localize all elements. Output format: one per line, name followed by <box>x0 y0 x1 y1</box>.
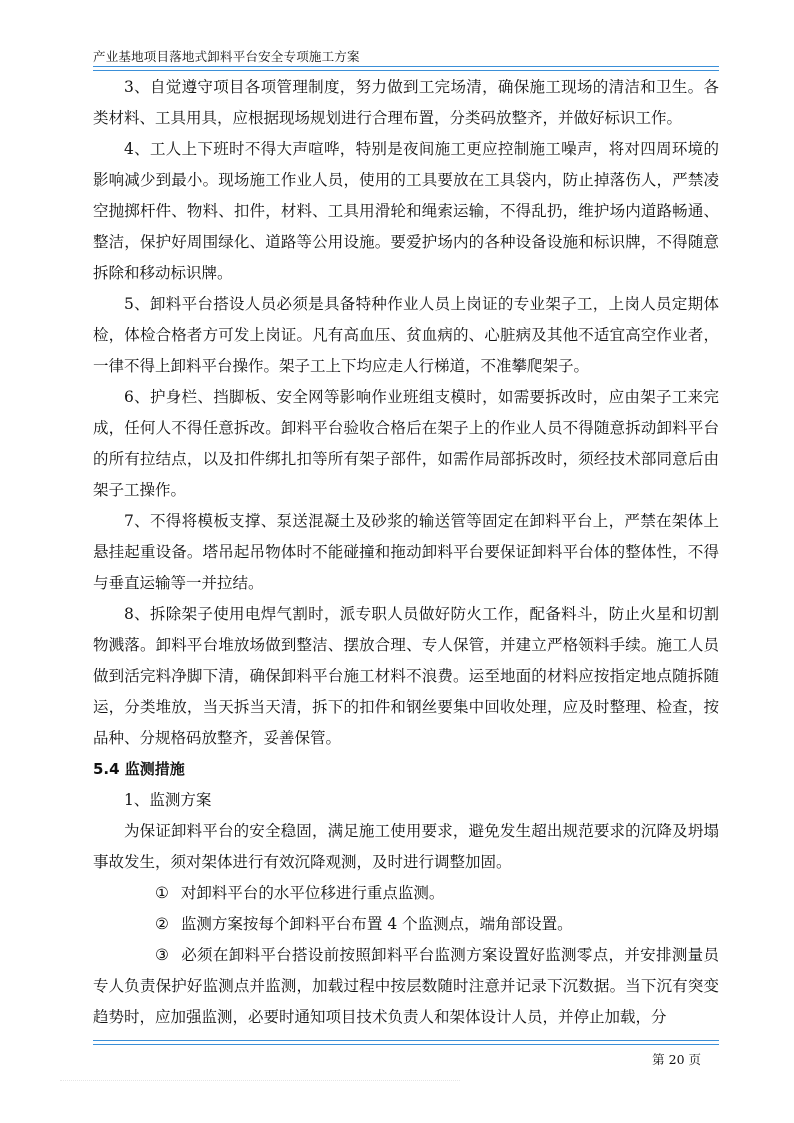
list-item-text: 必须在卸料平台搭设前按照卸料平台监测方案设置好监测零点，并安排测量员专人负责保护好监测点并监测，加载过程中按层数随时注意并记录下沉数据。当下沉有突变趋势时，应加强监测，必要时通知项目技术负责人和架体设计人员，并停止加载，分 <box>93 946 719 1026</box>
paragraph-item-4: 4、工人上下班时不得大声喧哗，特别是夜间施工更应控制施工噪声，将对四周环境的影响减少到最小。现场施工作业人员，使用的工具要放在工具袋内，防止掉落伤人，严禁凌空抛掷杆件、物料、扣件，材料、工具用滑轮和绳索运输，不得乱扔，维护场内道路畅通、整洁，保护好周围绿化、道路等公用设施。要爱护场内的各种设备设施和标识牌，不得随意拆除和移动标识牌。 <box>93 140 719 282</box>
list-item-text: 对卸料平台的水平位移进行重点监测。 <box>180 884 445 902</box>
list-item-text: 监测方案按每个卸料平台布置 4 个监测点，端角部设置。 <box>180 915 573 933</box>
footer-rule-top <box>93 1040 719 1041</box>
paragraph-item-6: 6、护身栏、挡脚板、安全网等影响作业班组支模时，如需要拆改时，应由架子工来完成，任何人不得任意拆改。卸料平台验收合格后在架子上的作业人员不得随意拆动卸料平台的所有拉结点，以及扣件绑扎扣等所有架子部件，如需作局部拆改时，须经技术部同意后由架子工操作。 <box>93 388 719 499</box>
page-number: 第 20 页 <box>652 1052 701 1067</box>
list-marker: ① <box>155 884 169 902</box>
section-heading: 5.4 监测措施 <box>93 760 185 778</box>
paragraph-item-5: 5、卸料平台搭设人员必须是具备特种作业人员上岗证的专业架子工，上岗人员定期体检，体检合格者方可发上岗证。凡有高血压、贫血病的、心脏病及其他不适宜高空作业者，一律不得上卸料平台操作。架子工上下均应走人行梯道，不准攀爬架子。 <box>93 295 719 375</box>
footer-rule-bottom <box>93 1044 719 1045</box>
list-item <box>93 909 719 940</box>
section-intro: 为保证卸料平台的安全稳固，满足施工使用要求，避免发生超出规范要求的沉降及坍塌事故发生，须对架体进行有效沉降观测，及时进行调整加固。 <box>93 822 719 871</box>
paragraph-item-7: 7、不得将模板支撑、泵送混凝土及砂浆的输送管等固定在卸料平台上，严禁在架体上悬挂起重设备。塔吊起吊物体时不能碰撞和拖动卸料平台要保证卸料平台体的整体性，不得与垂直运输等一并拉结。 <box>93 512 719 592</box>
faint-divider <box>60 1080 460 1081</box>
list-marker: ② <box>155 915 169 933</box>
paragraph-item-8: 8、拆除架子使用电焊气割时，派专职人员做好防火工作，配备料斗，防止火星和切割物溅落。卸料平台堆放场做到整洁、摆放合理、专人保管，并建立严格领料手续。施工人员做到活完料净脚下清，确保卸料平台施工材料不浪费。运至地面的材料应按指定地点随拆随运，分类堆放，当天拆当天清，拆下的扣件和钢丝要集中回收处理，应及时整理、检查，按品种、分规格码放整齐，妥善保管。 <box>93 605 719 747</box>
header-rule-bottom <box>93 70 719 71</box>
list-item <box>93 878 719 909</box>
page-header-title: 产业基地项目落地式卸料平台安全专项施工方案 <box>93 49 360 64</box>
header-rule-top <box>93 66 719 67</box>
list-item <box>93 940 719 1033</box>
paragraph-item-3: 3、自觉遵守项目各项管理制度，努力做到工完场清，确保施工现场的清洁和卫生。各类材料、工具用具，应根据现场规划进行合理布置，分类码放整齐，并做好标识工作。 <box>93 78 719 127</box>
list-marker: ③ <box>155 946 169 964</box>
section-subheading: 1、监测方案 <box>124 791 212 809</box>
document-body <box>93 72 719 1033</box>
